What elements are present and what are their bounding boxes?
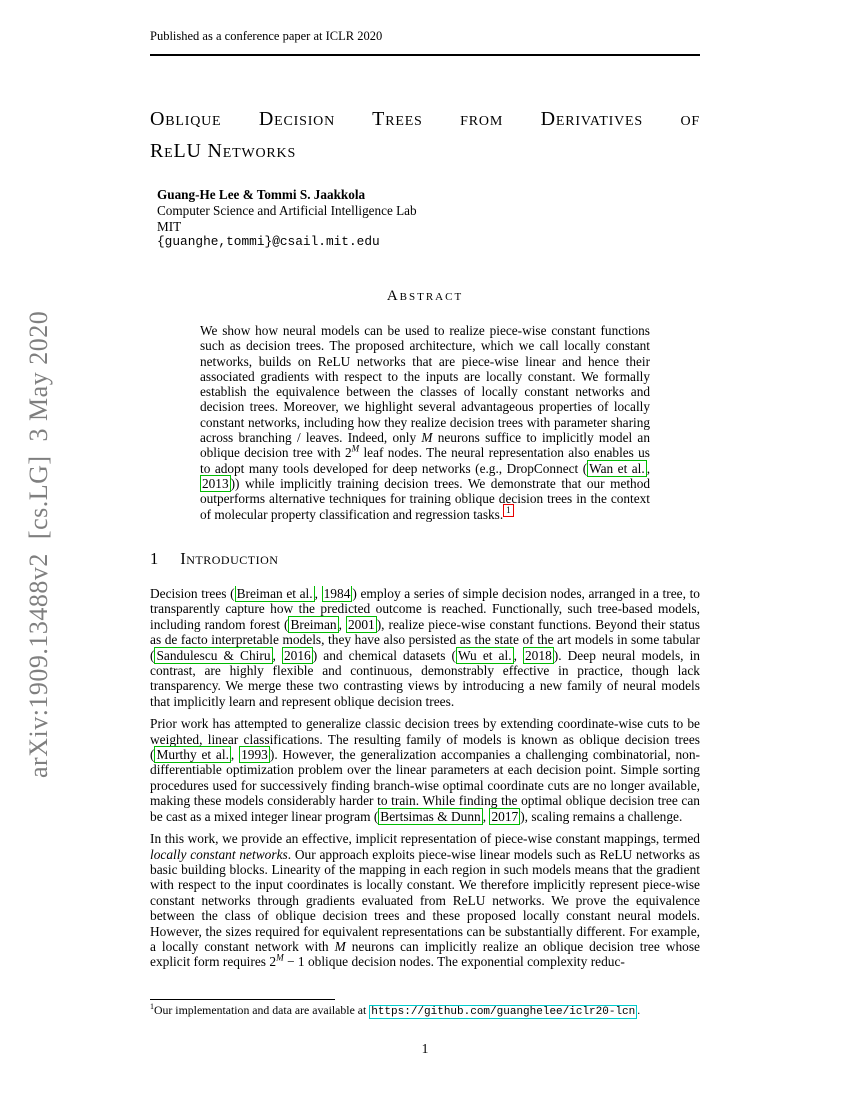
citation-link[interactable]: Murthy et al. xyxy=(156,747,229,763)
intro-paragraph-3: In this work, we provide an effective, implicit representation of piece-wise constant mappings, termed locally constant networks. Our approach exploits piece-wise linear models such as ReLU networks as basic building blocks. Linearity of the mapping in each region in such models means that the gradient with respect to the input coordinates is locally constant. We therefore implicitly represent piece-wise constant networks through gradients evaluated from ReLU networks. We prove the equivalence between the class of oblique decision trees and these proposed locally constant neural models. However, the sizes required for equivalent representations can be substantially different. For example, a locally constant network with M neurons can implicitly realize an oblique decision tree whose explicit form requires $2^M - 1$ oblique decision nodes. The exponential complexity reduc- xyxy=(150,831,700,970)
arxiv-watermark: arXiv:1909.13488v2 [cs.LG] 3 May 2020 xyxy=(24,310,53,778)
author-names: Guang-He Lee & Tommi S. Jaakkola xyxy=(157,187,366,202)
section-heading-introduction xyxy=(150,549,278,569)
paper-title xyxy=(150,103,700,167)
running-header: Published as a conference paper at ICLR 2020 xyxy=(150,29,383,43)
intro-paragraph-2: Prior work has attempted to generalize classic decision trees by extending coordinate-wise cuts to be weighted, linear classifications. The resulting family of models is known as oblique decision trees ( Murthy et al. , 1993 ). However, the generalization accompanies a challenging combinatorial, non-differentiable optimization problem over the linear parameters at each decision point. Simple sorting procedures used for successively finding branch-wise optimal coordinate cuts are no longer available, making these models considerably harder to train. While finding the optimal oblique decision tree can be cast as a mixed integer linear program ( Bertsimas & Dunn , 2017 ), scaling remains a challenge. xyxy=(150,716,700,824)
page-number: 1 xyxy=(421,1041,429,1056)
intro-paragraph-1: Decision trees ( Breiman et al. , 1984 ) employ a series of simple decision nodes, arranged in a tree, to transparently capture how the predicted outcome is reached. Functionally, such tree-based models, including random forest ( Breiman , 2001 ), realize piece-wise constant functions. Beyond their status as de facto interpretable models, they have also persisted as the state of the art models in some tabular ( Sandulescu & Chiru , 2016 ) and chemical datasets ( Wu et al. , 2018 ). Deep neural models, in contrast, are highly flexible and continuous, demonstrably effective in practice, though lack transparency. We merge these two contrasting views by introducing a new family of neural models that implicitly learn and represent oblique decision trees. xyxy=(150,586,700,709)
author-affiliation: Computer Science and Artificial Intelligence Lab xyxy=(157,202,417,218)
footnote-rule xyxy=(150,999,335,1000)
math-superscript: M xyxy=(351,443,360,454)
citation-link[interactable]: Wu et al. xyxy=(457,647,512,663)
header-rule xyxy=(150,54,700,56)
paper-title-line-1: Oblique Decision Trees from Derivatives of xyxy=(150,108,700,130)
math-variable: M xyxy=(334,938,346,954)
citation-link[interactable]: 1984 xyxy=(323,586,351,601)
author-email: {guanghe,tommi}@csail.mit.edu xyxy=(157,234,380,250)
math-superscript: M xyxy=(276,952,284,963)
paper-title-line-2: ReLU Networks xyxy=(150,140,297,162)
footnote-ref[interactable]: 1 xyxy=(503,504,514,517)
url-link[interactable]: https://github.com/guanghelee/iclr20-lcn xyxy=(371,1006,636,1018)
citation-link[interactable]: 2016 xyxy=(283,647,311,663)
citation-link[interactable]: Bertsimas & Dunn xyxy=(380,808,481,824)
author-institution: MIT xyxy=(157,218,182,234)
emphasized-text: locally constant networks xyxy=(150,846,288,862)
section-number: 1 xyxy=(150,549,159,568)
introduction-body xyxy=(150,586,700,997)
citation-link[interactable]: Breiman et al. xyxy=(236,586,313,601)
citation-link[interactable]: 2018 xyxy=(524,647,552,663)
footnote-text: $^1$Our implementation and data are available at https://github.com/guanghelee/iclr20-lcn . xyxy=(150,1002,641,1018)
footnote-marker: 1 xyxy=(150,1002,155,1012)
math-variable: M xyxy=(421,430,433,446)
citation-link[interactable]: 2001 xyxy=(347,616,375,632)
citation-link[interactable]: 1993 xyxy=(241,747,268,763)
citation-link[interactable]: 2017 xyxy=(491,808,519,824)
citation-link[interactable]: Breiman xyxy=(290,616,337,632)
citation-link[interactable]: 2013 xyxy=(202,475,229,491)
section-title: Introduction xyxy=(180,549,279,568)
abstract-text: We show how neural models can be used to realize piece-wise constant functions such as decision trees. The proposed architecture, which we call locally constant networks, builds on ReLU networks that are piece-wise linear and hence their associated gradients with respect to the inputs are locally constant. We formally establish the equivalence between the classes of locally constant networks and decision trees. Moreover, we highlight several advantageous properties of locally constant networks, including how they realize decision trees with parameter sharing across branching / leaves. Indeed, only M neurons suffice to implicitly model an oblique decision tree with $2^M$ leaf nodes. The neural representation also enables us to adopt many tools developed for deep networks (e.g., DropConnect ( Wan et al. , 2013 )) while implicitly training decision trees. We demonstrate that our method outperforms alternative techniques for training oblique decision trees in the context of molecular property classification and regression tasks. $^1$ xyxy=(200,323,651,522)
abstract-heading: Abstract xyxy=(386,288,464,304)
citation-link[interactable]: Wan et al. xyxy=(589,460,645,476)
citation-link[interactable]: Sandulescu & Chiru xyxy=(156,647,271,663)
author-block xyxy=(157,187,417,250)
